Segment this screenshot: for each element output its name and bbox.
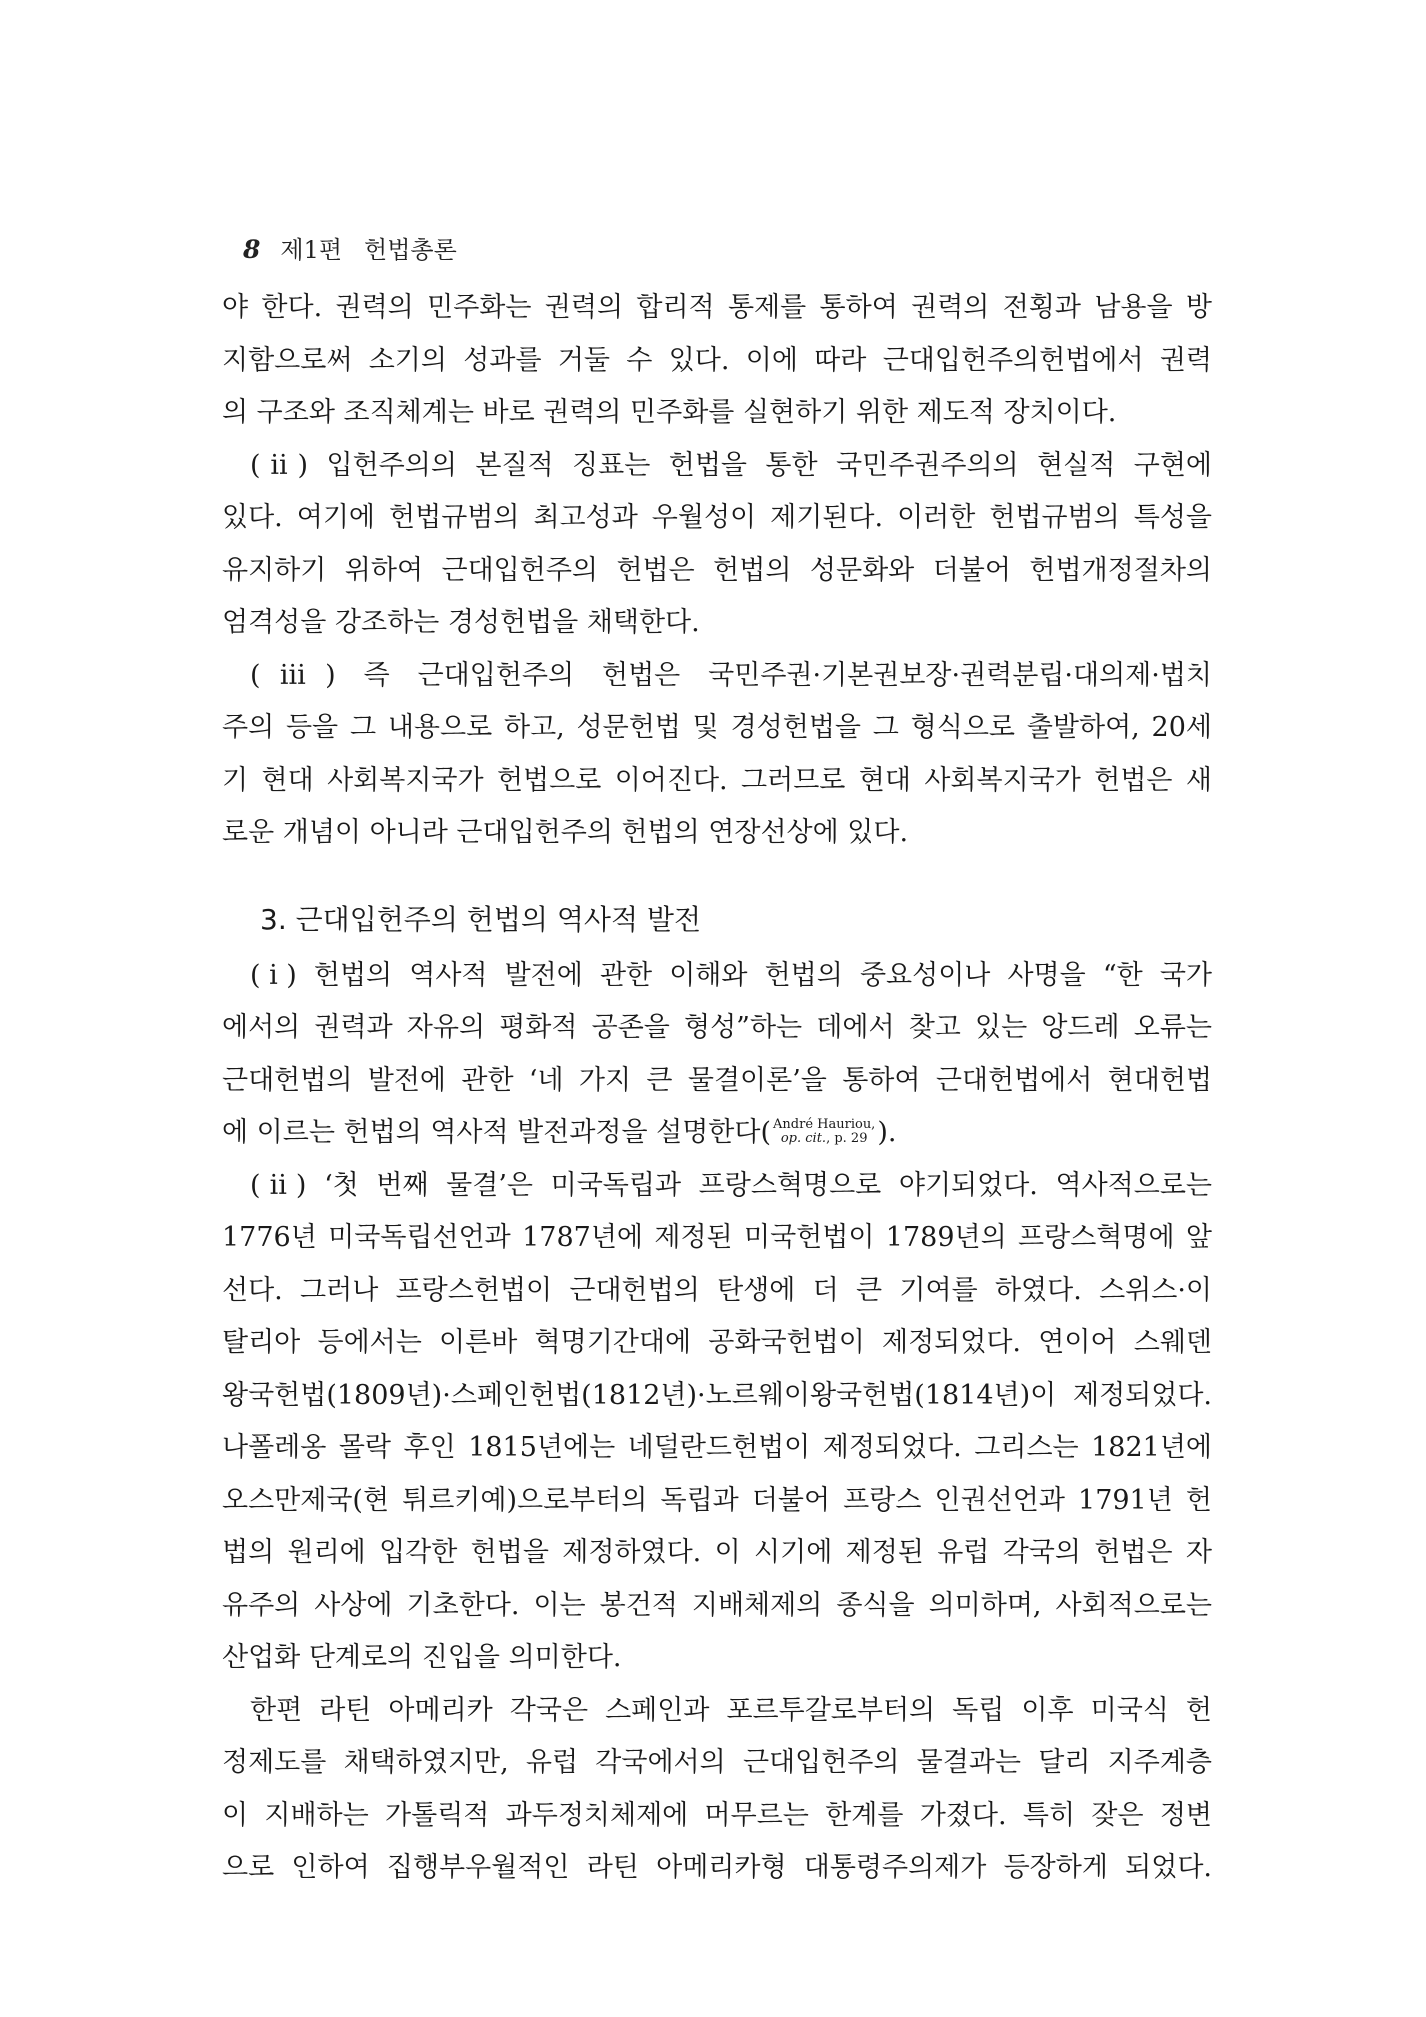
citation-author: André Hauriou, (773, 1116, 876, 1132)
text-line: 한편 라틴 아메리카 각국은 스페인과 포르투갈로부터의 독립 이후 미국식 헌 (250, 1694, 1212, 1726)
body-text (222, 282, 1212, 1895)
page-number: 8 (243, 235, 261, 264)
inline-citation (773, 1118, 875, 1146)
text-line: (ⅱ) ‘첫 번째 물결’은 미국독립과 프랑스혁명으로 야기되었다. 역사적으로는 (250, 1169, 1212, 1201)
text-line: 으로 인하여 집행부우월적인 라틴 아메리카형 대통령주의제가 등장하게 되었다. (222, 1852, 1212, 1883)
text-line: 의 구조와 조직체계는 바로 권력의 민주화를 실현하기 위한 제도적 장치이다. (222, 397, 1117, 428)
text-line: 이 지배하는 가톨릭적 과두정치체제에 머무르는 한계를 가졌다. 특히 잦은 정변 (222, 1799, 1212, 1831)
citation-page: , p. 29 (826, 1130, 868, 1146)
text-line: 주의 등을 그 내용으로 하고, 성문헌법 및 경성헌법을 그 형식으로 출발하여, 20세 (222, 712, 1212, 743)
text-line: 오스만제국(현 튀르키예)으로부터의 독립과 더불어 프랑스 인권선언과 1791년 헌 (222, 1484, 1212, 1516)
text-line: (ⅲ) 즉 근대입헌주의 헌법은 국민주권·기본권보장·권력분립·대의제·법치 (250, 659, 1212, 691)
text-line: 탈리아 등에서는 이른바 혁명기간대에 공화국헌법이 제정되었다. 연이어 스웨덴 (222, 1327, 1212, 1358)
citation-source-italic: op. cit. (780, 1130, 827, 1146)
part-label: 제1편 (280, 236, 343, 264)
citation-paren-close: ). (877, 1117, 897, 1148)
running-header (243, 230, 457, 270)
text-line-with-citation (222, 1107, 1212, 1160)
section-heading: 3. 근대입헌주의 헌법의 역사적 발전 (260, 902, 701, 936)
text-line: 기 현대 사회복지국가 헌법으로 이어진다. 그러므로 현대 사회복지국가 헌법은 새 (222, 764, 1212, 796)
text-line: 에서의 권력과 자유의 평화적 공존을 형성”하는 데에서 찾고 있는 앙드레 오류는 (222, 1012, 1212, 1043)
text-line: 선다. 그러나 프랑스헌법이 근대헌법의 탄생에 더 큰 기여를 하였다. 스위스·이 (222, 1274, 1212, 1306)
text-line: 정제도를 채택하였지만, 유럽 각국에서의 근대입헌주의 물결과는 달리 지주계층 (222, 1747, 1212, 1778)
book-title: 헌법총론 (364, 236, 457, 264)
citation-line-text: 에 이르는 헌법의 역사적 발전과정을 설명한다 (222, 1117, 761, 1148)
text-line: 왕국헌법(1809년)·스페인헌법(1812년)·노르웨이왕국헌법(1814년)이 제정되었다. (222, 1379, 1212, 1411)
text-line: 1776년 미국독립선언과 1787년에 제정된 미국헌법이 1789년의 프랑스혁명에 앞 (222, 1222, 1212, 1253)
citation-paren-open: ( (760, 1117, 772, 1148)
text-line: 로운 개념이 아니라 근대입헌주의 헌법의 연장선상에 있다. (222, 817, 909, 848)
text-line: 산업화 단계로의 진입을 의미한다. (222, 1642, 622, 1673)
text-line: (ⅱ) 입헌주의의 본질적 징표는 헌법을 통한 국민주권주의의 현실적 구현에 (250, 449, 1212, 481)
text-line: 야 한다. 권력의 민주화는 권력의 합리적 통제를 통하여 권력의 전횡과 남용을 방 (222, 292, 1212, 323)
text-line: 엄격성을 강조하는 경성헌법을 채택한다. (222, 607, 700, 638)
text-line: 근대헌법의 발전에 관한 ‘네 가지 큰 물결이론’을 통하여 근대헌법에서 현대헌법 (222, 1064, 1212, 1096)
text-line: 법의 원리에 입각한 헌법을 제정하였다. 이 시기에 제정된 유럽 각국의 헌법은 자 (222, 1537, 1212, 1568)
text-line: 유지하기 위하여 근대입헌주의 헌법은 헌법의 성문화와 더불어 헌법개정절차의 (222, 554, 1212, 586)
text-line: 있다. 여기에 헌법규범의 최고성과 우월성이 제기된다. 이러한 헌법규범의 특성을 (222, 502, 1212, 533)
text-line: 유주의 사상에 기초한다. 이는 봉건적 지배체제의 종식을 의미하며, 사회적으로는 (222, 1589, 1212, 1621)
section-gap (222, 860, 1212, 890)
text-line: (ⅰ) 헌법의 역사적 발전에 관한 이해와 헌법의 중요성이나 사명을 “한 국가 (250, 959, 1212, 991)
text-line: 지함으로써 소기의 성과를 거둘 수 있다. 이에 따라 근대입헌주의헌법에서 권력 (222, 344, 1212, 376)
text-line: 나폴레옹 몰락 후인 1815년에는 네덜란드헌법이 제정되었다. 그리스는 1821년에 (222, 1432, 1212, 1463)
citation-source (773, 1132, 875, 1146)
